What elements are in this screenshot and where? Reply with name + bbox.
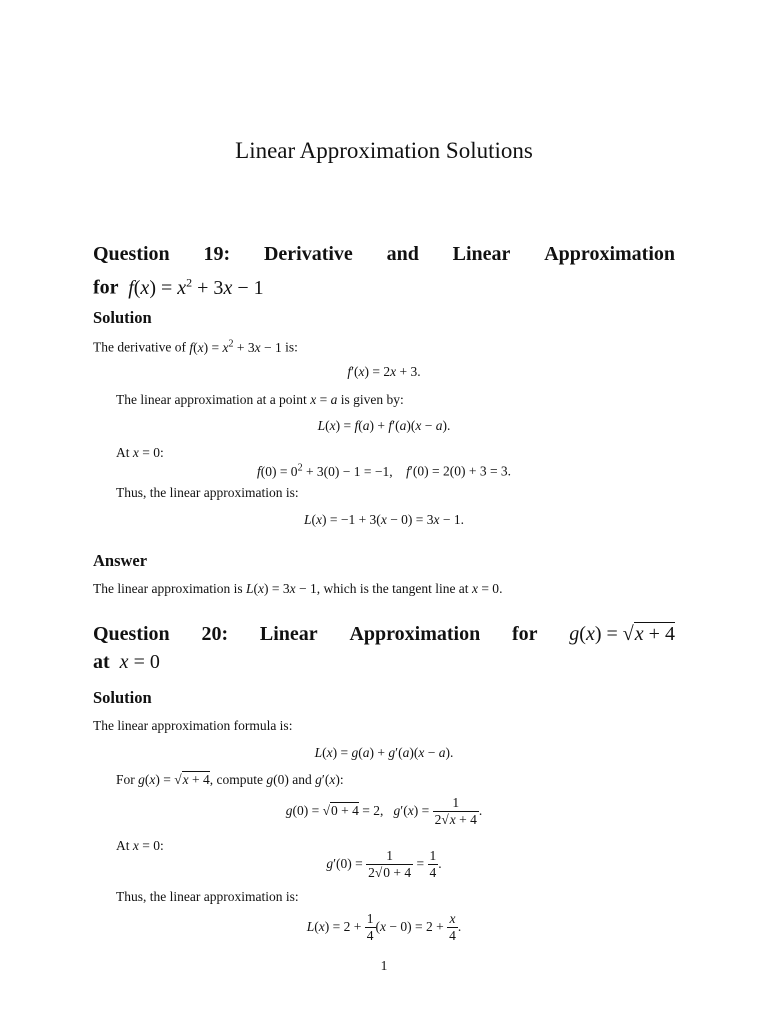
q19-heading-word: Linear xyxy=(452,243,511,265)
q19-answer-mid: , which is the tangent line at xyxy=(316,581,469,596)
q19-paragraph-1 xyxy=(93,338,298,356)
q20-p2-suffix: : xyxy=(339,772,344,787)
question-20-heading-line1 xyxy=(93,620,675,648)
question-19-heading-line2 xyxy=(93,268,675,302)
page-number: 1 xyxy=(380,958,388,973)
q19-derivative-equation: f′(x) = 2x + 3. xyxy=(347,364,421,379)
q20-p2-gprime: g′(x) xyxy=(315,772,340,787)
q19-p3-math: x = 0: xyxy=(132,445,164,460)
q20-result-equation: L(x) = 2 + $\frac{1}{4}$ (x − 0) = 2 + $\frac{x}{4}$ . xyxy=(306,911,462,943)
q20-heading-point: x = 0 xyxy=(114,651,160,673)
q19-linear-formula: L(x) = f(a) + f′(a)(x − a). xyxy=(317,418,451,433)
q19-paragraph-3 xyxy=(116,445,164,461)
q20-p2-prefix: For xyxy=(116,772,135,787)
q19-p2-math: x = a xyxy=(310,392,338,407)
q19-p1-suffix: is: xyxy=(285,339,298,355)
q20-paragraph-2 xyxy=(116,772,344,788)
q19-heading-word: Approximation xyxy=(544,243,675,265)
q19-answer-point: x = 0 xyxy=(471,581,500,596)
q19-p1-prefix: The derivative of xyxy=(93,339,186,355)
q19-p2-suffix: is given by: xyxy=(340,392,404,407)
q19-heading-word: and xyxy=(386,243,419,265)
q20-heading-word: Approximation xyxy=(349,623,481,645)
q20-heading-word: Linear xyxy=(259,623,318,645)
q20-derivative-at-zero: g′(0) = $\frac{1}{2√0 + 4}$ = $\frac{1}{4}$ . xyxy=(326,848,442,880)
q19-heading-word: 19: xyxy=(203,243,231,265)
q20-p3-prefix: At xyxy=(116,838,130,853)
question-19-heading-line1 xyxy=(93,240,675,268)
q20-p3-math: x = 0: xyxy=(132,838,164,853)
q20-heading-math: g(x) = √x + 4 xyxy=(569,623,675,645)
document-title: Linear Approximation Solutions xyxy=(235,138,533,163)
q19-heading-for: for xyxy=(93,276,119,299)
q19-heading-word: Derivative xyxy=(263,243,353,265)
q19-p2-text: The linear approximation at a point xyxy=(116,392,307,407)
q20-heading-word: 20: xyxy=(201,623,229,645)
question-19-heading xyxy=(93,240,675,302)
q20-paragraph-1: The linear approximation formula is: xyxy=(93,718,293,733)
q19-answer-label: Answer xyxy=(93,551,148,570)
q19-paragraph-2 xyxy=(116,392,404,408)
q20-heading-word: for xyxy=(511,623,538,645)
q20-heading-word: Question xyxy=(93,623,170,645)
q20-p2-and: and xyxy=(292,772,312,787)
q19-paragraph-4: Thus, the linear approximation is: xyxy=(116,485,299,500)
q20-p2-g0: g(0) xyxy=(266,772,289,787)
q19-heading-math: $f(x) = x^2 + 3x - 1$ xyxy=(123,275,264,299)
q19-p3-prefix: At xyxy=(116,445,130,460)
q19-result-equation: L(x) = −1 + 3(x − 0) = 3x − 1. xyxy=(303,512,465,527)
question-20-heading-line2 xyxy=(93,648,675,676)
q19-evaluation-equation: $f(0) = 0^2 + 3(0) - 1 = -1$, f′(0) = 2(0) + 3 = 3. xyxy=(256,462,512,479)
q19-answer-prefix: The linear approximation is xyxy=(93,581,243,596)
q20-p2-math: g(x) = √x + 4 xyxy=(138,772,210,787)
q20-linear-formula: L(x) = g(a) + g′(a)(x − a). xyxy=(314,745,454,760)
q19-heading-word: Question xyxy=(93,243,170,265)
q19-answer-text xyxy=(93,581,502,597)
q20-solution-label: Solution xyxy=(93,688,152,707)
q19-answer-math: L(x) = 3x − 1 xyxy=(245,581,317,596)
q19-p1-math: $f(x) = x^2 + 3x - 1$ xyxy=(189,338,282,355)
q19-answer-suffix: . xyxy=(499,581,503,596)
q20-paragraph-4: Thus, the linear approximation is: xyxy=(116,889,299,904)
q20-heading-at: at xyxy=(93,651,110,673)
q20-evaluation-equation: g(0) = √0 + 4 = 2, g′(x) = $\frac{1}{2√x + 4}$ . xyxy=(285,795,483,827)
q19-solution-label: Solution xyxy=(93,308,152,327)
question-20-heading xyxy=(93,620,675,676)
q20-p2-mid: , compute xyxy=(209,772,264,787)
